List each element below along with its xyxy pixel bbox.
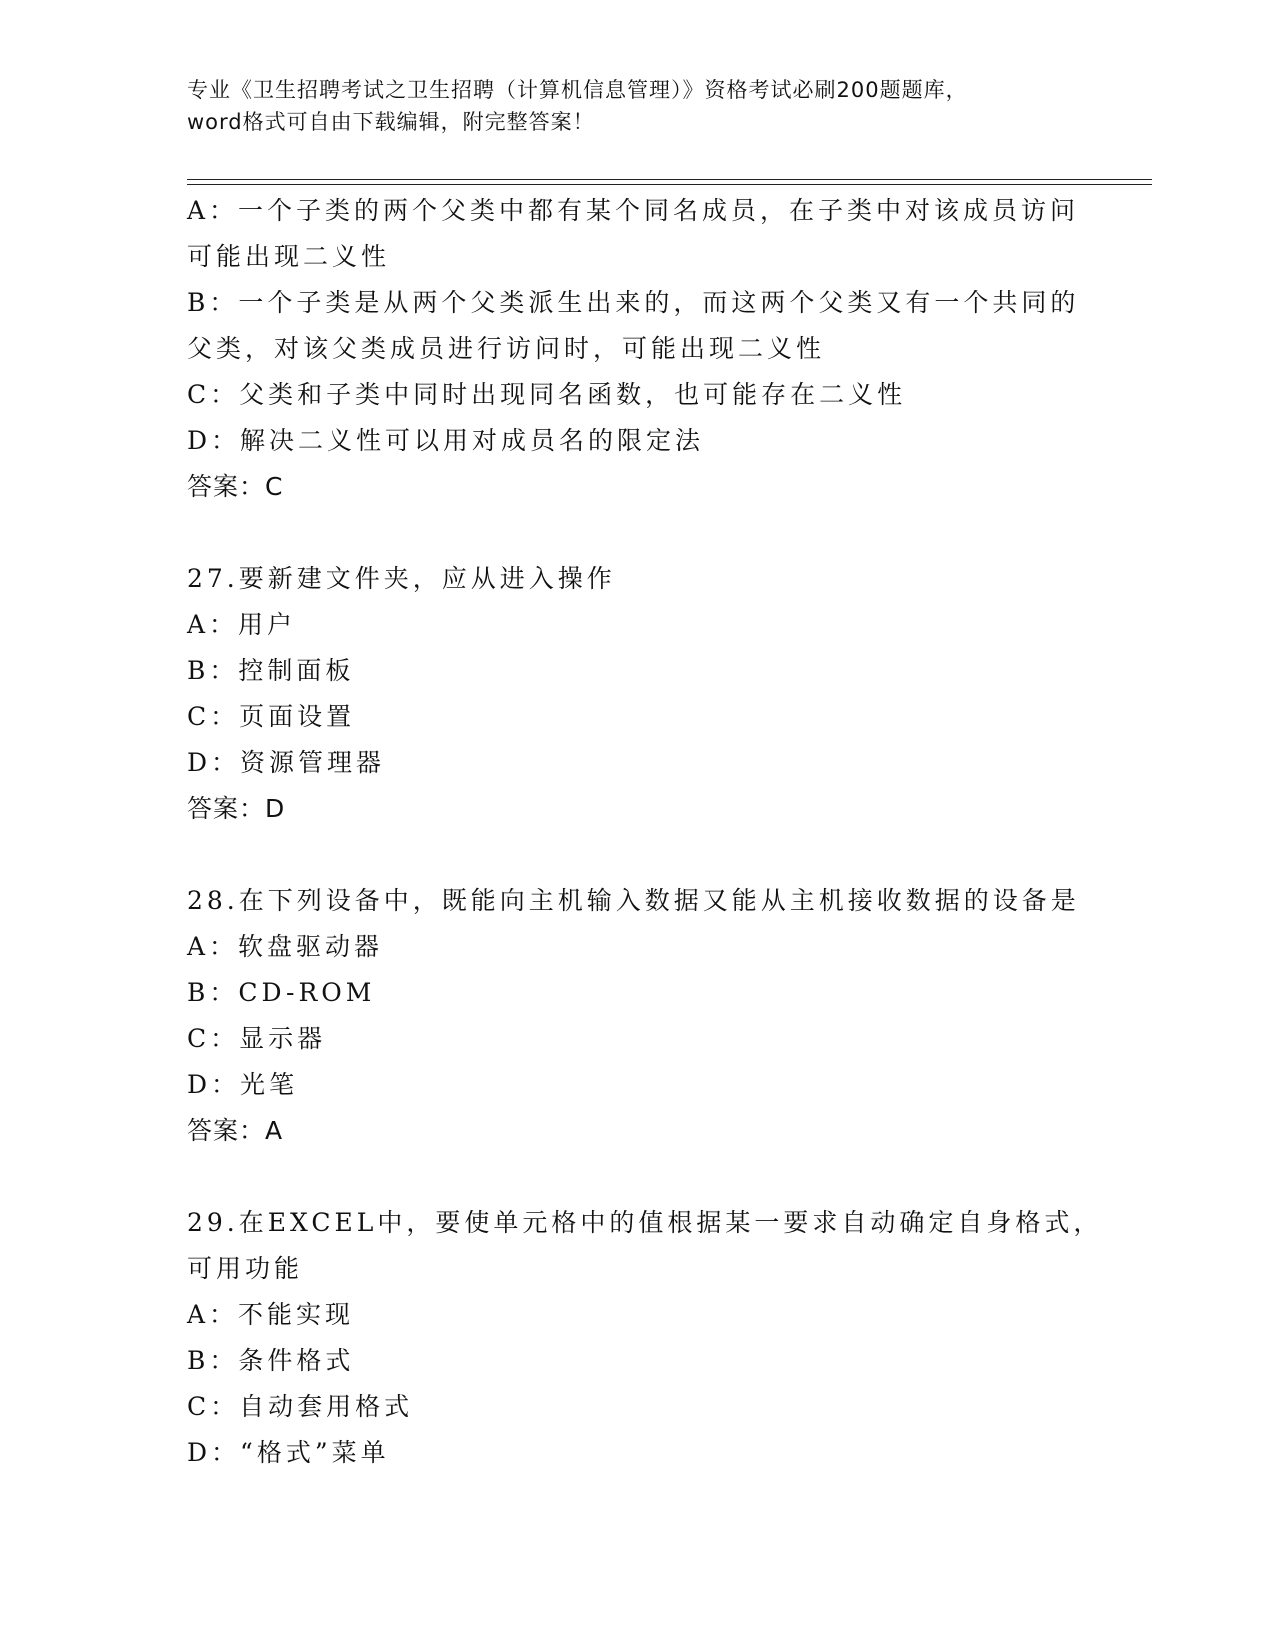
question-stem: 27.要新建文件夹，应从进入操作 — [187, 564, 616, 593]
option-d: D：“格式”菜单 — [187, 1438, 390, 1467]
spacer — [187, 510, 1147, 556]
header-rule-top — [187, 179, 1152, 180]
option-c: C：显示器 — [187, 1024, 327, 1053]
answer-label: 答案：D — [187, 794, 286, 823]
spacer — [187, 832, 1147, 878]
question-content — [187, 188, 1147, 1476]
header-rule-bottom — [187, 184, 1152, 185]
question-28 — [187, 878, 1147, 1154]
option-a: A：不能实现 — [187, 1300, 355, 1329]
option-b: B：条件格式 — [187, 1346, 355, 1375]
answer-label: 答案：C — [187, 472, 284, 501]
option-a: A：软盘驱动器 — [187, 932, 384, 961]
option-b-line-2: 父类，对该父类成员进行访问时，可能出现二义性 — [187, 334, 826, 363]
option-c: C：页面设置 — [187, 702, 356, 731]
spacer — [187, 1154, 1147, 1200]
option-a: A：用户 — [187, 610, 297, 639]
document-header — [187, 74, 1087, 138]
option-b: B：CD-ROM — [187, 978, 376, 1007]
question-26-options — [187, 188, 1147, 510]
option-a-line-1: A：一个子类的两个父类中都有某个同名成员，在子类中对该成员访问 — [187, 196, 1080, 225]
option-d: D：解决二义性可以用对成员名的限定法 — [187, 426, 705, 455]
question-stem-line-2: 可用功能 — [187, 1254, 304, 1283]
option-c: C：自动套用格式 — [187, 1392, 414, 1421]
question-stem: 28.在下列设备中，既能向主机输入数据又能从主机接收数据的设备是 — [187, 886, 1080, 915]
header-line-2: word格式可自由下载编辑，附完整答案！ — [187, 110, 595, 134]
option-c: C：父类和子类中同时出现同名函数，也可能存在二义性 — [187, 380, 907, 409]
option-a-line-2: 可能出现二义性 — [187, 242, 391, 271]
question-stem-line-1: 29.在EXCEL中，要使单元格中的值根据某一要求自动确定自身格式， — [187, 1208, 1103, 1237]
option-b-line-1: B：一个子类是从两个父类派生出来的，而这两个父类又有一个共同的 — [187, 288, 1080, 317]
answer-label: 答案：A — [187, 1116, 284, 1145]
option-b: B：控制面板 — [187, 656, 355, 685]
option-d: D：资源管理器 — [187, 748, 386, 777]
option-d: D：光笔 — [187, 1070, 299, 1099]
header-line-1: 专业《卫生招聘考试之卫生招聘（计算机信息管理）》资格考试必刷200题题库， — [187, 78, 968, 102]
question-27 — [187, 556, 1147, 832]
question-29 — [187, 1200, 1147, 1476]
